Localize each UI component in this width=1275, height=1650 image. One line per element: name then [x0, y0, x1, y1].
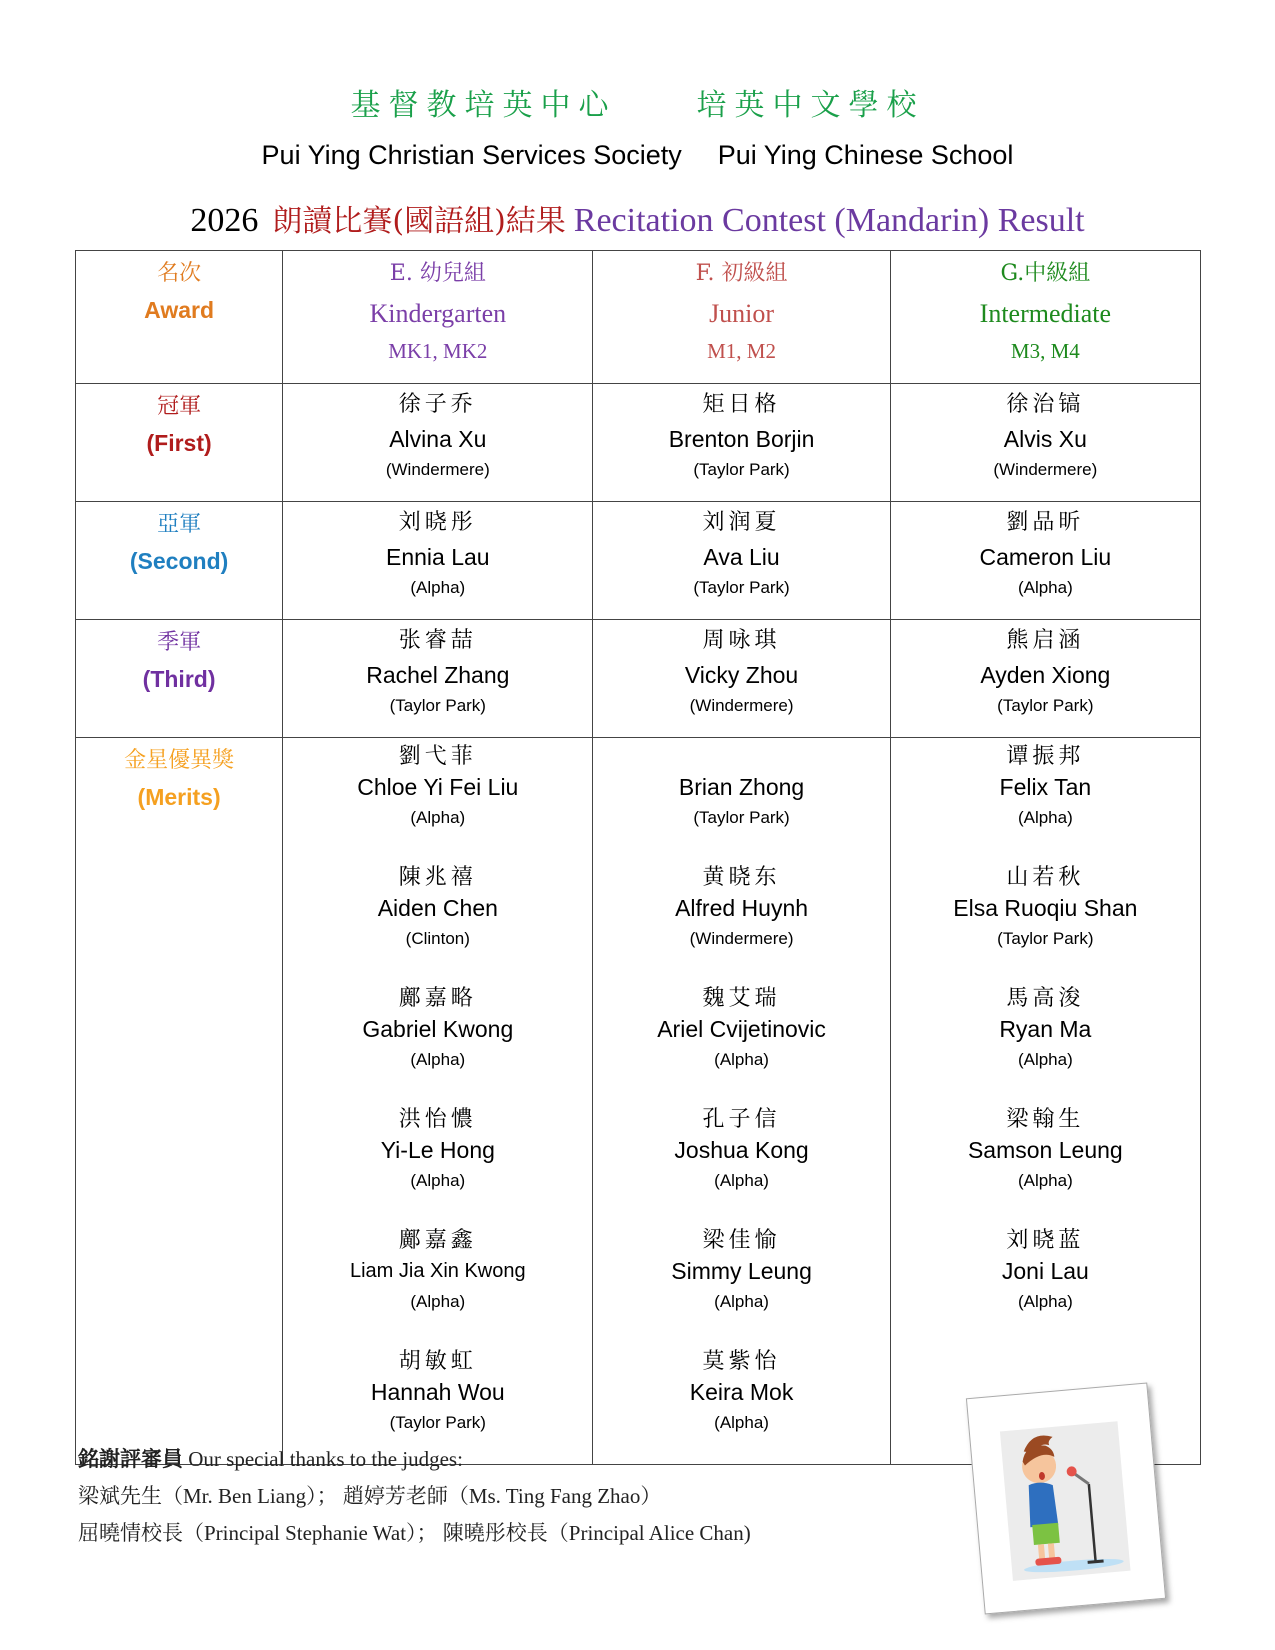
org-cn-1: 基督教培英中心 [350, 88, 617, 123]
org-en-2: Pui Ying Chinese School [717, 140, 1014, 170]
merit-entry: 劉弋菲 Chloe Yi Fei Liu (Alpha) [357, 744, 519, 827]
division-intermediate: G.中級組 Intermediate M3, M4 [890, 251, 1200, 384]
third-place-row [76, 620, 1201, 738]
judges-line-2: 屈曉情校長（Principal Stephanie Wat）； 陳曉彤校長（Principal Alice Chan) [78, 1521, 751, 1545]
merit-entry: 鄺嘉鑫 Liam Jia Xin Kwong (Alpha) [349, 1228, 526, 1311]
merit-entry: 莫紫怡 Keira Mok (Alpha) [689, 1349, 794, 1432]
merit-entry: 黄晓东 Alfred Huynh (Windermere) [675, 865, 809, 948]
merit-entry: 刘晓蓝 Joni Lau (Alpha) [1001, 1228, 1089, 1311]
winner-cell: 矩日格 Brenton Borjin (Taylor Park) [593, 384, 890, 502]
boy-singing-microphone-icon [966, 1382, 1166, 1614]
org-english-names [0, 140, 1275, 171]
merit-entry: 陳兆禧 Aiden Chen (Clinton) [377, 865, 498, 948]
winner-cell: 熊启涵 Ayden Xiong (Taylor Park) [890, 620, 1200, 738]
merit-entry: 梁佳愉 Simmy Leung (Alpha) [671, 1228, 812, 1311]
org-chinese-names [0, 80, 1275, 124]
winner-cell: 徐治镐 Alvis Xu (Windermere) [890, 384, 1200, 502]
winner-cell: 刘润夏 Ava Liu (Taylor Park) [593, 502, 890, 620]
winner-cell: 张睿喆 Rachel Zhang (Taylor Park) [283, 620, 593, 738]
merit-entry: 胡敏虹 Hannah Wou (Taylor Park) [370, 1349, 505, 1432]
award-second: 亞軍 (Second) [76, 502, 283, 620]
merit-entry: 洪怡憹 Yi-Le Hong (Alpha) [380, 1107, 495, 1190]
first-place-row [76, 384, 1201, 502]
page-title [0, 196, 1275, 240]
winner-cell: 劉品昕 Cameron Liu (Alpha) [890, 502, 1200, 620]
judges-line-1: 梁斌先生（Mr. Ben Liang）； 趙婷芳老師（Ms. Ting Fang Zhao） [78, 1484, 662, 1508]
title-year: 2026 [190, 202, 259, 239]
winner-cell: 刘晓彤 Ennia Lau (Alpha) [283, 502, 593, 620]
merits-kindergarten [283, 738, 593, 1465]
division-junior: F. 初級組 Junior M1, M2 [593, 251, 890, 384]
award-third: 季軍 (Third) [76, 620, 283, 738]
award-merits: 金星優異獎 (Merits) [76, 738, 283, 1465]
judges-heading: 銘謝評審員 Our special thanks to the judges: [78, 1446, 463, 1471]
merit-entry: 谭振邦 Felix Tan (Alpha) [999, 744, 1092, 827]
results-table [75, 250, 1201, 1465]
merits-junior [593, 738, 890, 1465]
merit-entry: Brian Zhong (Taylor Park) [678, 774, 805, 827]
merit-entry: 梁翰生 Samson Leung (Alpha) [967, 1107, 1123, 1190]
merit-entry: 馬高浚 Ryan Ma (Alpha) [999, 986, 1092, 1069]
division-kindergarten: E. 幼兒組 Kindergarten MK1, MK2 [283, 251, 593, 384]
merit-entry: 山若秋 Elsa Ruoqiu Shan (Taylor Park) [953, 865, 1138, 948]
winner-cell: 周咏琪 Vicky Zhou (Windermere) [593, 620, 890, 738]
title-en: Recitation Contest (Mandarin) Result [573, 202, 1085, 239]
merits-row [76, 738, 1201, 1465]
merit-entry: 鄺嘉略 Gabriel Kwong (Alpha) [362, 986, 514, 1069]
award-header: 名次 Award [76, 251, 283, 384]
winner-cell: 徐子乔 Alvina Xu (Windermere) [283, 384, 593, 502]
title-cn: 朗讀比賽(國語組)結果 [272, 204, 566, 239]
merits-intermediate [890, 738, 1200, 1465]
award-first: 冠軍 (First) [76, 384, 283, 502]
org-en-1: Pui Ying Christian Services Society [261, 140, 682, 170]
header-row [76, 251, 1201, 384]
merit-entry: 孔子信 Joshua Kong (Alpha) [674, 1107, 809, 1190]
merit-entry: 魏艾瑞 Ariel Cvijetinovic (Alpha) [657, 986, 826, 1069]
org-cn-2: 培英中文學校 [696, 88, 925, 123]
second-place-row [76, 502, 1201, 620]
